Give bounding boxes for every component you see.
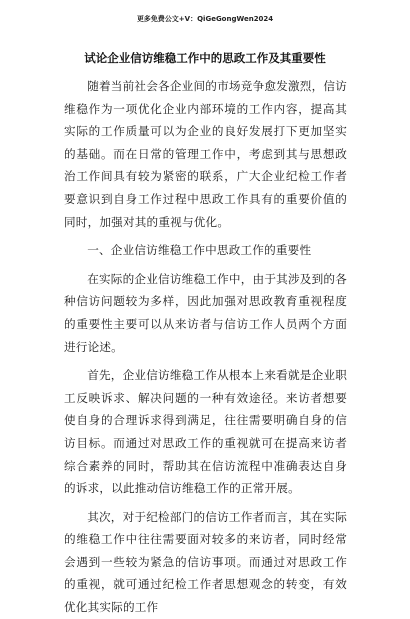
body-paragraph: 在实际的企业信访维稳工作中，由于其涉及到的各种信访问题较为多样，因此加强对思政教育重视程度的重要性主要可以从来访者与信访工作人员两个方面进行论述。	[64, 271, 347, 354]
document-title: 试论企业信访维稳工作中的思政工作及其重要性	[84, 51, 326, 65]
intro-paragraph: 随着当前社会各企业间的市场竞争愈发激烈，信访维稳作为一项优化企业内部环境的工作内容，提高其实际的工作质量可以为企业的良好发展打下更加坚实的基础。而在日常的管理工作中，考虑到其与思想政治工作间具有较为紧密的联系，广大企业纪检工作者要意识到自身工作过程中思政工作具有的重要价值的同时，加强对其的重视与优化。	[64, 79, 347, 229]
body-paragraph: 其次，对于纪检部门的信访工作者而言，其在实际的维稳工作中往往需要面对较多的来访者，同时经常会遇到一些较为紧急的信访事项。而通过对思政工作的重视，就可通过纪检工作者思想观念的转变，有效优化其实际的工作	[64, 509, 347, 615]
body-paragraph: 首先，企业信访维稳工作从根本上来看就是企业职工反映诉求、解决问题的一种有效途径。来访者想要使自身的合理诉求得到满足，往往需要明确自身的信访目标。而通过对思政工作的重视就可在提高来访者综合素养的同时，帮助其在信访流程中准确表达自身的诉求，以此推动信访维稳工作的正常开展。	[64, 368, 347, 496]
section-heading: 一、企业信访维稳工作中思政工作的重要性	[87, 243, 312, 258]
document-body	[64, 75, 347, 619]
page-header: 更多免费公文+V：QiGeGongWen2024	[136, 15, 274, 23]
